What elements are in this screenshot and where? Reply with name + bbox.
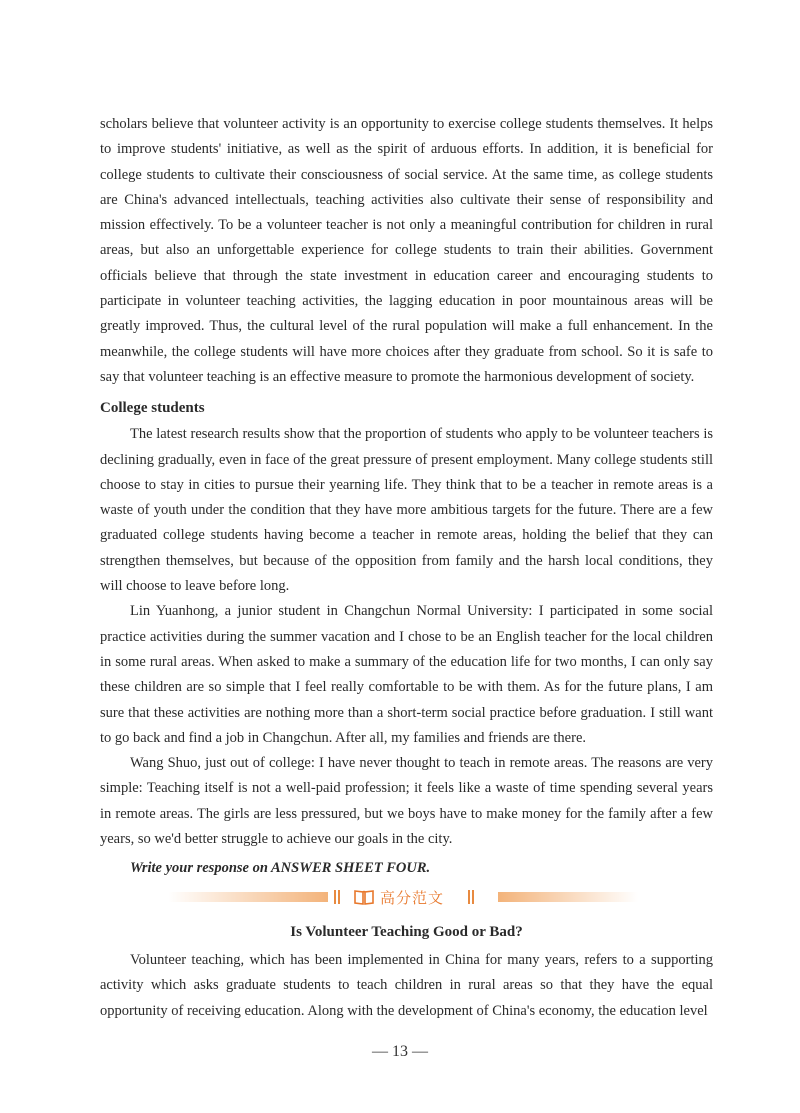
essay-body (100, 948, 713, 1024)
banner-center (354, 886, 458, 908)
banner-divider-right (468, 890, 474, 904)
page-number: — 13 — (372, 1043, 428, 1060)
paragraph-scholars: scholars believe that volunteer activity is an opportunity to exercise college students themselves. It helps to improve students' initiative, as well as the spirit of arduous efforts. In addition, it is beneficial for college students to cultivate their consciousness of social service. At the same time, as college students are China's advanced intellectuals, teaching activities also cultivate their sense of responsibility and mission effectively. To be a volunteer teacher is not only a meaningful contribution for children in rural areas, but also an unforgettable experience for college students to train their abilities. Government officials believe that through the state investment in education career and encouraging students to participate in volunteer teaching activities, the lagging education in poor mountainous areas will be greatly improved. Thus, the cultural level of the rural population will make a full enhancement. In the meanwhile, the college students will have more choices after they graduate from school. So it is safe to say that volunteer teaching is an effective measure to promote the harmonious development of society. (100, 116, 713, 385)
banner-label: 高分范文 (380, 888, 445, 907)
section-heading-college-students: College students (100, 400, 205, 417)
paragraph-research-results: The latest research results show that the proportion of students who apply to be volunteer teachers is declining gradually, even in face of the great pressure of present employment. Many college students still choose to stay in cities to pursue their yearning life. They think that to be a teacher in remote areas is a waste of youth under the condition that they have more ambitious targets for the future. There are a few graduated college students having become a teacher in remote areas, holding the belief that they can strengthen themselves, but because of the opposition from family and the harsh local conditions, they will choose to leave before long. (100, 426, 713, 595)
banner-bar-left (168, 892, 328, 902)
open-book-icon (354, 889, 374, 905)
paragraph-lin-yuanhong: Lin Yuanhong, a junior student in Changchun Normal University: I participated in some social practice activities during the summer vacation and I chose to be an English teacher for the local children in some rural areas. When asked to make a summary of the education life for two months, I can only say these children are so simple that I feel really comfortable to be with them. As for the future plans, I am sure that these activities are nothing more than a short-term social practice before graduation. I still want to go back and find a job in Changchun. After all, my families and friends are there. (100, 603, 713, 746)
banner-divider-left (334, 890, 340, 904)
banner-bar-right (498, 892, 638, 902)
essay-paragraph: Volunteer teaching, which has been implemented in China for many years, refers to a supporting activity which asks graduate students to teach children in rural areas so that they have the equal opportunity of receiving education. Along with the development of China's economy, the education level (100, 952, 713, 1019)
model-essay-banner (168, 886, 638, 908)
answer-sheet-instruction: Write your response on ANSWER SHEET FOUR. (130, 860, 431, 877)
main-text (100, 112, 713, 882)
essay-title: Is Volunteer Teaching Good or Bad? (290, 924, 523, 940)
paragraph-wang-shuo: Wang Shuo, just out of college: I have never thought to teach in remote areas. The reasons are very simple: Teaching itself is not a well-paid profession; it feels like a waste of time spending several years in remote areas. The girls are less pressured, but we boys have to make money for the family after a few years, so we'd better struggle to achieve our goals in the city. (100, 755, 713, 848)
